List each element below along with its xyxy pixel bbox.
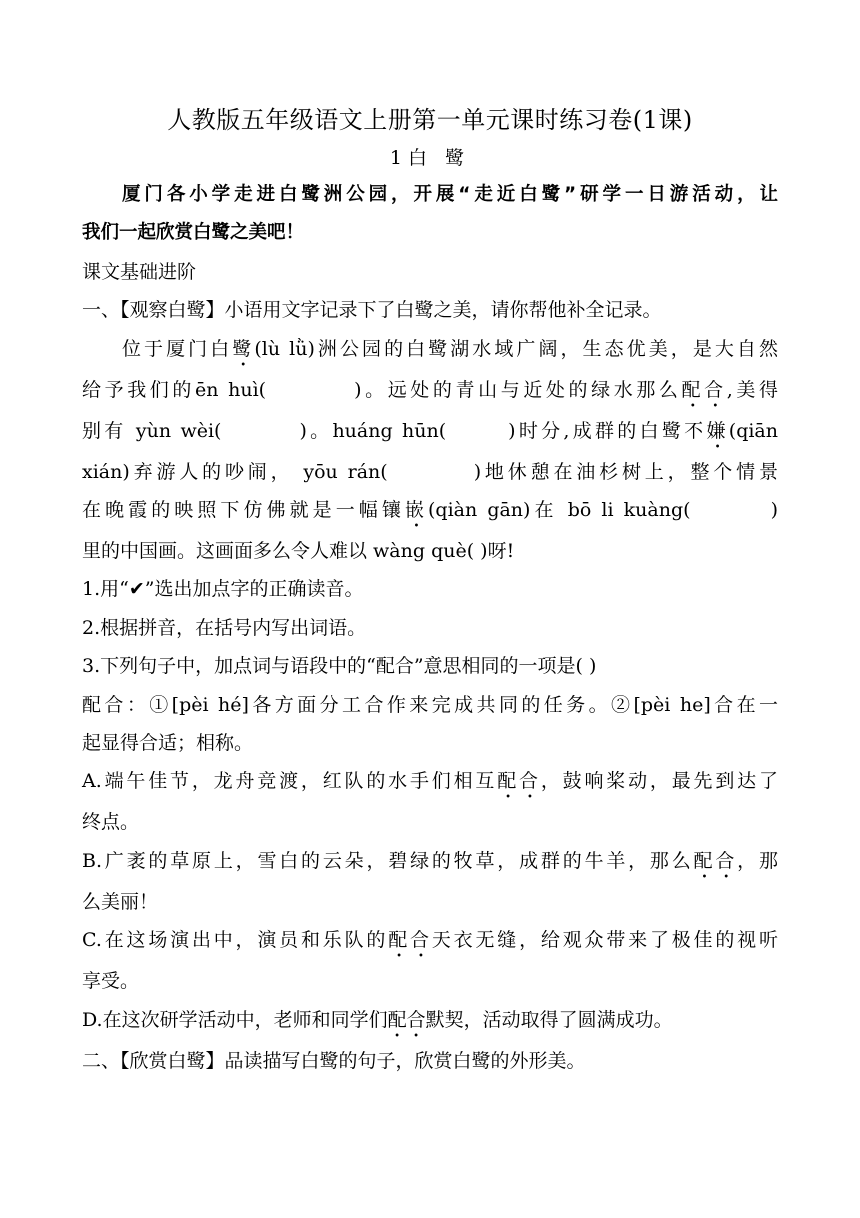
question-2-heading: 二、【欣赏白鹭】品读描写白鹭的句子，欣赏白鹭的外形美。 bbox=[82, 1049, 586, 1072]
dotted-char: 鹭 bbox=[232, 337, 255, 360]
sub-question-1: 1.用“✔”选出加点字的正确读音。 bbox=[82, 578, 364, 601]
definition-line-2: 起显得合适；相称。 bbox=[82, 732, 254, 755]
option-b-line-1[interactable] bbox=[82, 842, 778, 883]
definition-line-1: 配合：①[pèi hé]各方面分工合作来完成共同的任务。②[pèi he]合在一 bbox=[82, 693, 778, 716]
option-d-line-1[interactable] bbox=[82, 1001, 778, 1042]
passage-line-3 bbox=[82, 412, 778, 453]
passage-line-4 bbox=[82, 453, 778, 491]
text: ,美得 bbox=[726, 378, 778, 401]
passage-line-1 bbox=[82, 330, 778, 371]
text: )。huáng hūn( bbox=[299, 419, 447, 442]
worksheet-page bbox=[82, 100, 778, 1080]
option-b-line-2: 么美丽！ bbox=[82, 890, 159, 913]
option-c-line-2: 享受。 bbox=[82, 970, 140, 993]
dotted-char: 嵌 bbox=[404, 499, 428, 522]
text: )地休憩在油杉树上，整个情景 bbox=[473, 460, 778, 483]
text: C.在这场演出中，演员和乐队的 bbox=[82, 929, 389, 952]
passage-line-6: 里的中国画。这画面多么令人难以 wàng què( )呀! bbox=[82, 540, 515, 563]
text: A.端午佳节，龙舟竞渡，红队的水手们相互 bbox=[82, 770, 498, 793]
dotted-word: 配合 bbox=[497, 770, 541, 793]
text: 位于厦门白 bbox=[122, 337, 233, 360]
text: 默契，活动取得了圆满成功。 bbox=[425, 1008, 673, 1031]
dotted-word: 配合 bbox=[387, 1008, 426, 1031]
passage-line-5 bbox=[82, 491, 778, 532]
text: (qiān bbox=[728, 419, 778, 442]
question-1-heading: 一、【观察白鹭】小语用文字记录下了白鹭之美，请你帮他补全记录。 bbox=[82, 299, 662, 322]
passage-line-2 bbox=[82, 371, 778, 412]
text: ) bbox=[770, 499, 778, 522]
intro-line-1: 厦门各小学走进白鹭洲公园，开展“走近白鹭”研学一日游活动，让 bbox=[122, 184, 778, 205]
option-a-line-1[interactable] bbox=[82, 762, 778, 803]
sub-question-2: 2.根据拼音，在括号内写出词语。 bbox=[82, 616, 367, 639]
text: 天衣无缝，给观众带来了极佳的视听 bbox=[431, 929, 778, 952]
text: (qiàn gān)在 bō li kuàng( bbox=[428, 499, 691, 522]
text: )时分,成群的白鹭不 bbox=[508, 419, 707, 442]
intro-line-2: 我们一起欣赏白鹭之美吧！ bbox=[82, 222, 305, 244]
section-label: 课文基础进阶 bbox=[82, 260, 197, 283]
text: B.广袤的草原上，雪白的云朵，碧绿的牧草，成群的牛羊，那么 bbox=[82, 849, 694, 872]
text: )。远处的青山与近处的绿水那么 bbox=[354, 378, 682, 401]
page-title: 人教版五年级语文上册第一单元课时练习卷(1课) bbox=[167, 106, 693, 134]
sub-question-3: 3.下列句子中，加点词与语段中的“配合”意思相同的一项是( ) bbox=[82, 655, 597, 678]
option-c-line-1[interactable] bbox=[82, 921, 778, 962]
dotted-char: 嫌 bbox=[706, 419, 729, 442]
text: D.在这次研学活动中，老师和同学们 bbox=[82, 1008, 388, 1031]
text: xián)弃游人的吵闹， yōu rán( bbox=[82, 460, 388, 483]
dotted-word: 配合 bbox=[681, 378, 727, 401]
text: 别有 yùn wèi( bbox=[82, 419, 222, 442]
dotted-word: 配合 bbox=[693, 849, 738, 872]
text: ，鼓响桨动，最先到达了 bbox=[540, 770, 778, 793]
text: (lù lǜ)洲公园的白鹭湖水域广阔，生态优美，是大自然 bbox=[254, 337, 778, 360]
option-a-line-2: 终点。 bbox=[82, 811, 140, 834]
text: 在晚霞的映照下仿佛就是一幅镶 bbox=[82, 499, 405, 522]
dotted-word: 配合 bbox=[388, 929, 432, 952]
lesson-title: 1白 鹭 bbox=[389, 147, 471, 169]
text: 给予我们的ēn huì( bbox=[82, 378, 267, 401]
text: ，那 bbox=[737, 849, 778, 872]
